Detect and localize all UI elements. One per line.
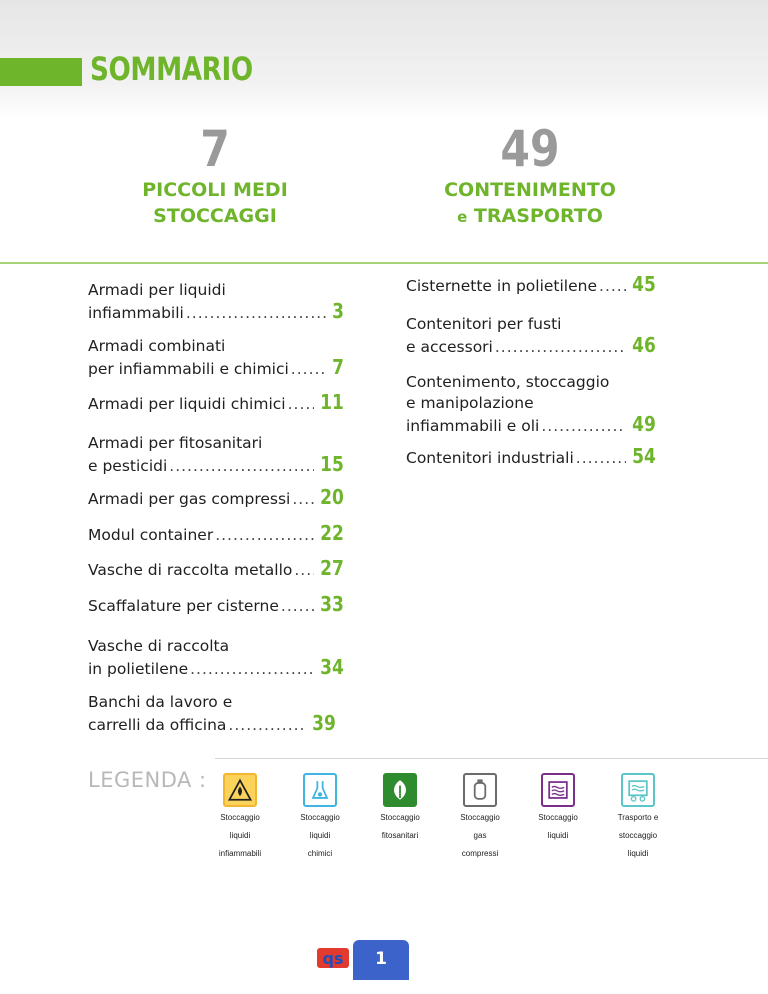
title-accent-bar <box>0 58 82 86</box>
toc-entry-label: e pesticidi <box>88 457 168 475</box>
legend-item-label: Stoccaggio <box>538 813 578 822</box>
toc-entry[interactable] <box>406 314 656 358</box>
toc-leader-dots <box>495 337 626 358</box>
toc-leader-dots <box>288 394 315 415</box>
toc-leader-dots <box>541 416 626 437</box>
toc-entry[interactable] <box>88 594 344 617</box>
toc-leader-dots <box>292 489 314 510</box>
section-title-left-line1: PICCOLI MEDI <box>142 179 288 201</box>
toc-entry[interactable] <box>88 336 344 380</box>
toc-entry-label: carrelli da officina <box>88 716 227 734</box>
legend-item-label: Stoccaggio <box>380 813 420 822</box>
toc-entry-label: Scaffalature per cisterne <box>88 597 279 615</box>
section-title-left <box>85 177 345 229</box>
toc-leader-dots <box>281 596 314 617</box>
toc-page-number: 45 <box>632 272 656 296</box>
flammable-icon <box>223 773 257 807</box>
toc-page-number: 34 <box>320 655 344 679</box>
legend-item-label: Stoccaggio <box>220 813 260 822</box>
toc-page-number: 39 <box>312 711 336 735</box>
toc-leader-dots <box>169 456 314 477</box>
toc-page-number: 15 <box>320 452 344 476</box>
gas-cylinder-icon <box>463 773 497 807</box>
section-divider <box>0 262 768 264</box>
toc-entry[interactable] <box>88 487 344 510</box>
toc-page-number: 33 <box>320 592 344 616</box>
toc-entry-label: e manipolazione <box>406 394 534 412</box>
section-title-right-line2 <box>400 203 660 230</box>
toc-entry-label: e accessori <box>406 338 493 356</box>
toc-entry[interactable] <box>406 372 656 437</box>
page-number: 1 <box>353 940 409 980</box>
legend-item-label: liquidi <box>627 849 649 858</box>
legend-item-label: Stoccaggio <box>460 813 500 822</box>
legend-item <box>440 773 520 861</box>
leaf-icon <box>383 773 417 807</box>
toc-page-number: 27 <box>320 556 344 580</box>
toc-entry-label: Cisternette in polietilene <box>406 277 598 295</box>
legend-title: LEGENDA : <box>88 768 207 792</box>
section-title-right-prefix: e <box>457 208 468 226</box>
toc-entry-label: Armadi per fitosanitari <box>88 434 263 452</box>
legend-item-label: liquidi <box>229 831 251 840</box>
toc-entry[interactable] <box>406 274 656 297</box>
toc-entry[interactable] <box>88 433 344 477</box>
toc-entry-label: per infiammabili e chimici <box>88 360 289 378</box>
toc-leader-dots <box>291 359 328 380</box>
toc-page-number: 22 <box>320 521 344 545</box>
toc-page-number: 54 <box>632 444 656 468</box>
page-title: SOMMARIO <box>90 50 253 88</box>
toc-entry-label: infiammabili e oli <box>406 417 540 435</box>
toc-entry[interactable] <box>406 446 656 469</box>
toc-entry-label: Armadi per gas compressi <box>88 490 291 508</box>
toc-entry-label: Banchi da lavoro e <box>88 693 233 711</box>
toc-entry-label: Contenimento, stoccaggio <box>406 373 610 391</box>
toc-entry-label: infiammabili <box>88 304 184 322</box>
legend-item-label: fitosanitari <box>381 831 419 840</box>
toc-page-number: 3 <box>332 299 344 323</box>
toc-entry[interactable] <box>88 692 336 736</box>
section-title-right-line1: CONTENIMENTO <box>444 179 616 201</box>
legend-item-label: Trasporto e <box>617 813 659 822</box>
toc-entry[interactable] <box>88 280 344 324</box>
legend-item-label: gas <box>473 831 487 840</box>
chemical-flask-icon <box>303 773 337 807</box>
legend-item <box>518 773 598 846</box>
legend-item-label: liquidi <box>547 831 569 840</box>
toc-leader-dots <box>576 448 626 469</box>
toc-leader-dots <box>186 303 328 324</box>
legend-item-label: chimici <box>307 849 333 858</box>
toc-leader-dots <box>190 659 314 680</box>
legend-item-label: Stoccaggio <box>300 813 340 822</box>
section-title-left-line2: STOCCAGGI <box>153 205 277 227</box>
toc-entry-label: Vasche di raccolta metallo <box>88 561 293 579</box>
legend-item <box>598 773 678 861</box>
toc-entry-label: Armadi per liquidi chimici <box>88 395 286 413</box>
legend-item <box>200 773 280 861</box>
legend-item-label: liquidi <box>309 831 331 840</box>
toc-entry[interactable] <box>88 636 344 680</box>
toc-entry-label: Contenitori industriali <box>406 449 574 467</box>
legend-item <box>280 773 360 861</box>
logo-lettering: qs <box>322 949 344 968</box>
legend-item <box>360 773 440 846</box>
company-logo <box>316 945 350 971</box>
legend-item-label: stoccaggio <box>618 831 658 840</box>
toc-entry[interactable] <box>88 392 344 415</box>
transport-tank-icon <box>621 773 655 807</box>
toc-entry-label: Armadi combinati <box>88 337 226 355</box>
section-title-right <box>400 177 660 230</box>
toc-entry-label: Armadi per liquidi <box>88 281 226 299</box>
section-number-right: 49 <box>500 120 560 178</box>
toc-leader-dots <box>599 276 626 297</box>
toc-page-number: 46 <box>632 333 656 357</box>
toc-entry-label: Vasche di raccolta <box>88 637 230 655</box>
toc-page-number: 7 <box>332 355 344 379</box>
toc-entry-label: in polietilene <box>88 660 189 678</box>
toc-leader-dots <box>294 560 314 581</box>
toc-entry-label: Contenitori per fusti <box>406 315 562 333</box>
toc-page-number: 20 <box>320 485 344 509</box>
section-number-left: 7 <box>200 120 230 178</box>
toc-leader-dots <box>228 715 306 736</box>
legend-item-label: compressi <box>461 849 499 858</box>
toc-page-number: 11 <box>320 390 344 414</box>
toc-leader-dots <box>215 525 314 546</box>
toc-entry[interactable] <box>88 558 344 581</box>
legend-divider <box>215 758 768 759</box>
toc-page-number: 49 <box>632 412 656 436</box>
toc-entry[interactable] <box>88 523 344 546</box>
toc-entry-label: Modul container <box>88 526 214 544</box>
legend-item-label: infiammabili <box>218 849 262 858</box>
liquid-tank-icon <box>541 773 575 807</box>
section-title-right-line2-text: TRASPORTO <box>473 205 603 227</box>
